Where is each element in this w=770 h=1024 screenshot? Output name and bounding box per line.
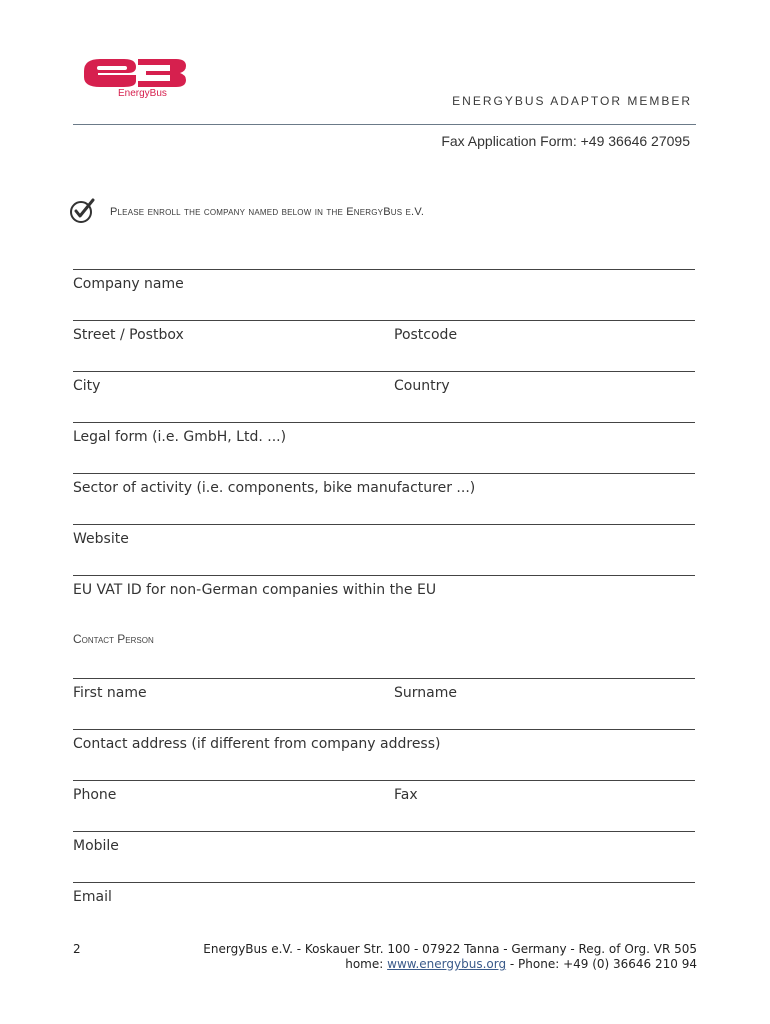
mobile-label: Mobile <box>73 838 119 854</box>
country-label: Country <box>394 378 450 394</box>
contact-address-field[interactable] <box>73 729 695 752</box>
postcode-label: Postcode <box>394 327 458 343</box>
first-name-label: First name <box>73 685 147 701</box>
city-label: City <box>73 378 101 394</box>
fax-number: Fax Application Form: +49 36646 27095 <box>441 133 690 149</box>
footer-phone: - Phone: +49 (0) 36646 210 94 <box>506 957 697 971</box>
legal-form-label: Legal form (i.e. GmbH, Ltd. ...) <box>73 429 287 445</box>
sector-field[interactable] <box>73 473 695 496</box>
website-field[interactable] <box>73 524 695 547</box>
fax-label: Fax <box>394 787 418 803</box>
phone-label: Phone <box>73 787 117 803</box>
page-number: 2 <box>73 942 81 956</box>
header-divider <box>73 124 696 125</box>
footer <box>203 942 697 972</box>
contact-address-label: Contact address (if different from company address) <box>73 736 441 752</box>
checkmark-circle-icon <box>68 196 98 226</box>
street-label: Street / Postbox <box>73 327 184 343</box>
sector-label: Sector of activity (i.e. components, bike manufacturer ...) <box>73 480 476 496</box>
phone-fax-field[interactable] <box>73 780 695 803</box>
email-field[interactable] <box>73 882 695 905</box>
website-label: Website <box>73 531 129 547</box>
website-link[interactable]: www.energybus.org <box>387 957 507 971</box>
form-title: ENERGYBUS ADAPTOR MEMBER <box>452 94 692 108</box>
email-label: Email <box>73 889 112 905</box>
surname-label: Surname <box>394 685 457 701</box>
company-name-field[interactable] <box>73 269 695 292</box>
eu-vat-label: EU VAT ID for non-German companies within the EU <box>73 582 437 598</box>
eu-vat-field[interactable] <box>73 575 695 598</box>
logo-text: EnergyBus <box>118 88 167 99</box>
company-name-label: Company name <box>73 276 184 292</box>
footer-address: EnergyBus e.V. - Koskauer Str. 100 - 07922 Tanna - Germany - Reg. of Org. VR 505 <box>203 942 697 956</box>
enroll-statement: Please enroll the company named below in the EnergyBus e.V. <box>110 206 425 218</box>
logo-3-shape <box>138 59 186 87</box>
legal-form-field[interactable] <box>73 422 695 445</box>
logo-e-shape <box>84 59 136 87</box>
street-postcode-field[interactable] <box>73 320 695 343</box>
footer-contact <box>203 957 697 972</box>
city-country-field[interactable] <box>73 371 695 394</box>
mobile-field[interactable] <box>73 831 695 854</box>
contact-person-heading: Contact Person <box>73 632 154 646</box>
footer-home-prefix: home: <box>345 957 388 971</box>
name-field[interactable] <box>73 678 695 701</box>
